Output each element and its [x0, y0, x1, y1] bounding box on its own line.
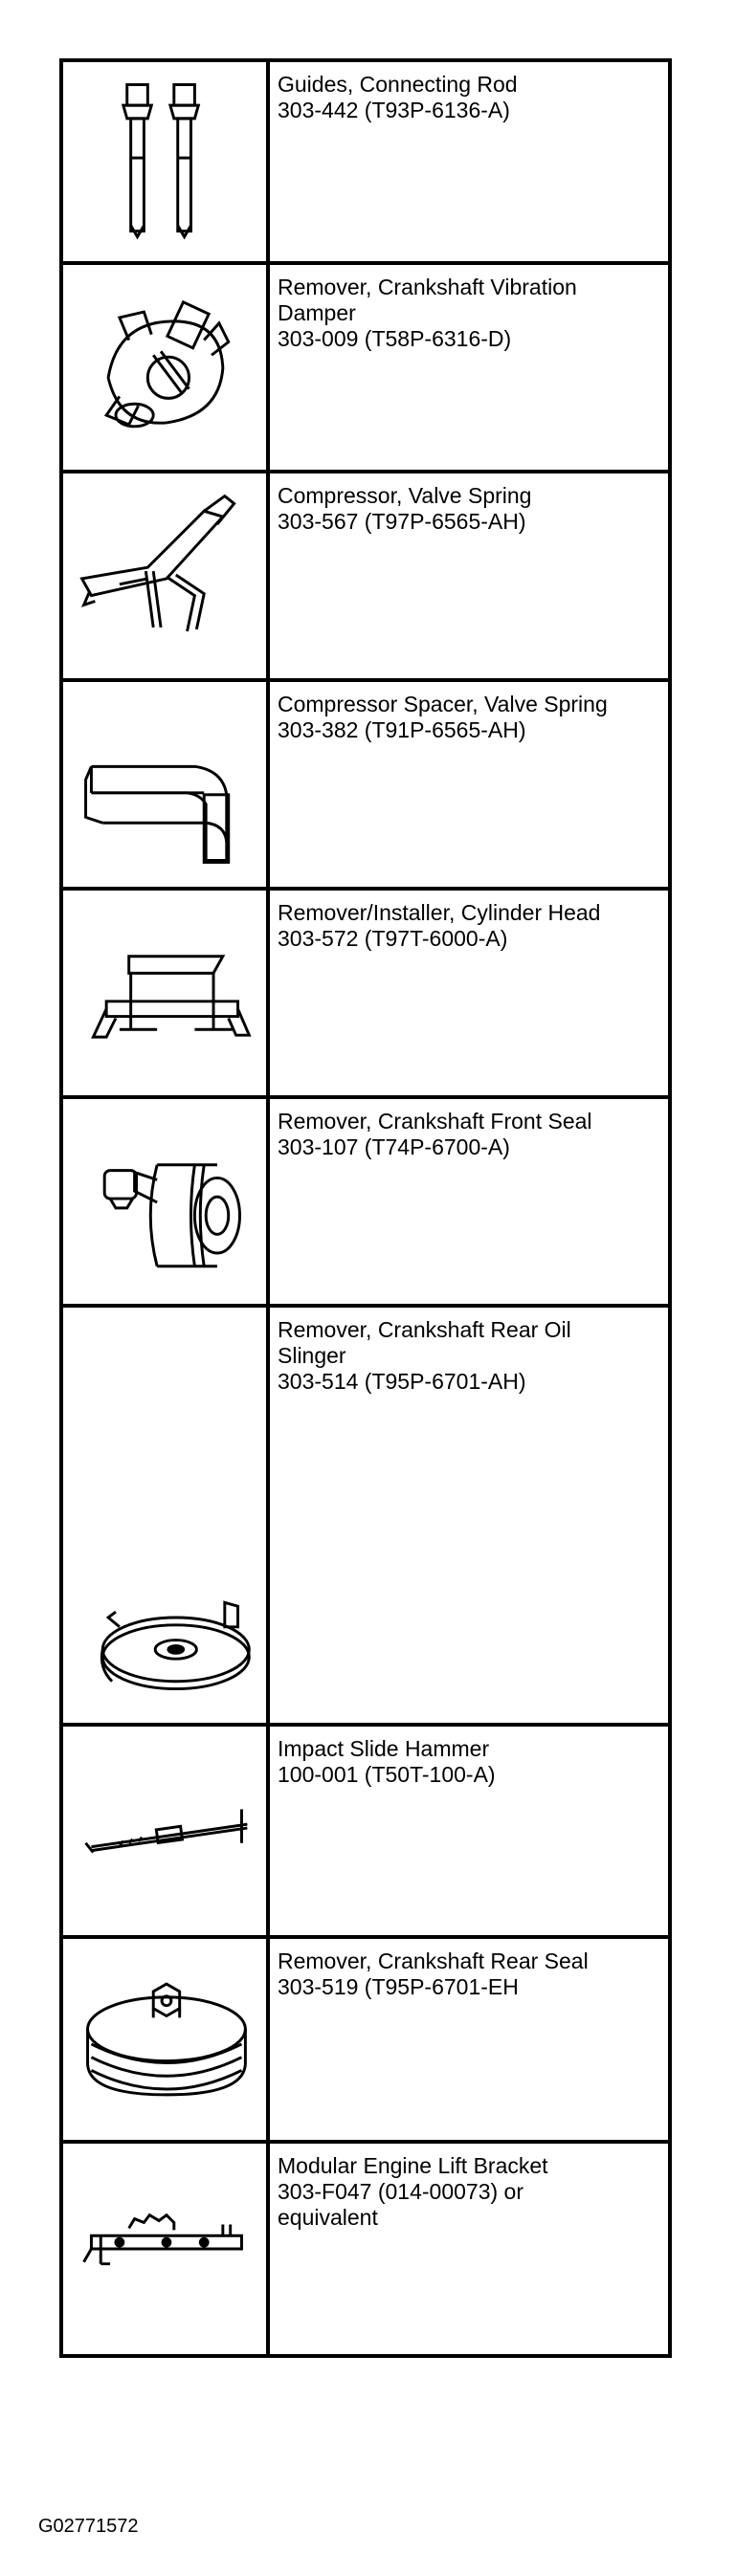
tool-row [63, 1304, 668, 1723]
tool-name: Modular Engine Lift Bracket [278, 2153, 548, 2178]
tool-number: 303-107 (T74P-6700-A) [278, 1134, 510, 1159]
tool-number: 303-519 (T95P-6701-EH [278, 1974, 519, 1999]
tool-number: 100-001 (T50T-100-A) [278, 1762, 496, 1787]
tool-name: Remover, Crankshaft Rear Seal [278, 1949, 589, 1973]
tool-name: Guides, Connecting Rod [278, 72, 518, 97]
tool-number: 303-442 (T93P-6136-A) [278, 98, 510, 122]
tool-number: 303-009 (T58P-6316-D) [278, 326, 512, 351]
slide-hammer-icon [63, 1727, 270, 1935]
tool-row [63, 1935, 668, 2140]
valve-spring-spacer-icon [63, 682, 270, 887]
tool-name: Compressor Spacer, Valve Spring [278, 692, 608, 716]
tool-number: 303-567 (T97P-6565-AH) [278, 509, 526, 534]
tool-name: Slinger [278, 1343, 346, 1368]
special-tools-table [59, 58, 672, 2358]
tool-name: Remover, Crankshaft Vibration [278, 275, 577, 299]
connecting-rod-guides-icon [63, 62, 270, 261]
tool-number: 303-382 (T91P-6565-AH) [278, 717, 526, 742]
engine-lift-bracket-icon [63, 2144, 270, 2354]
tool-name: Impact Slide Hammer [278, 1736, 490, 1761]
valve-spring-compressor-icon [63, 473, 270, 678]
tool-name: Remover, Crankshaft Front Seal [278, 1109, 592, 1134]
tool-row [63, 887, 668, 1095]
cylinder-head-installer-icon [63, 891, 270, 1095]
tool-row [63, 2140, 668, 2354]
tool-note: equivalent [278, 2205, 378, 2230]
tool-row [63, 470, 668, 678]
figure-id: G02771572 [38, 2516, 139, 2537]
tool-row [63, 62, 668, 261]
tool-name: Damper [278, 300, 356, 325]
oil-slinger-remover-icon [63, 1308, 270, 1723]
tool-row [63, 1723, 668, 1935]
front-seal-remover-icon [63, 1099, 270, 1304]
tool-number: 303-F047 (014-00073) or [278, 2179, 523, 2204]
tool-row [63, 1095, 668, 1304]
rear-seal-remover-icon [63, 1939, 270, 2140]
tool-row [63, 261, 668, 470]
tool-row [63, 678, 668, 887]
tool-number: 303-572 (T97T-6000-A) [278, 926, 508, 951]
tool-name: Remover/Installer, Cylinder Head [278, 900, 601, 925]
tool-name: Compressor, Valve Spring [278, 483, 532, 508]
tool-name: Remover, Crankshaft Rear Oil [278, 1317, 571, 1342]
tool-number: 303-514 (T95P-6701-AH) [278, 1369, 526, 1394]
vibration-damper-remover-icon [63, 265, 270, 470]
